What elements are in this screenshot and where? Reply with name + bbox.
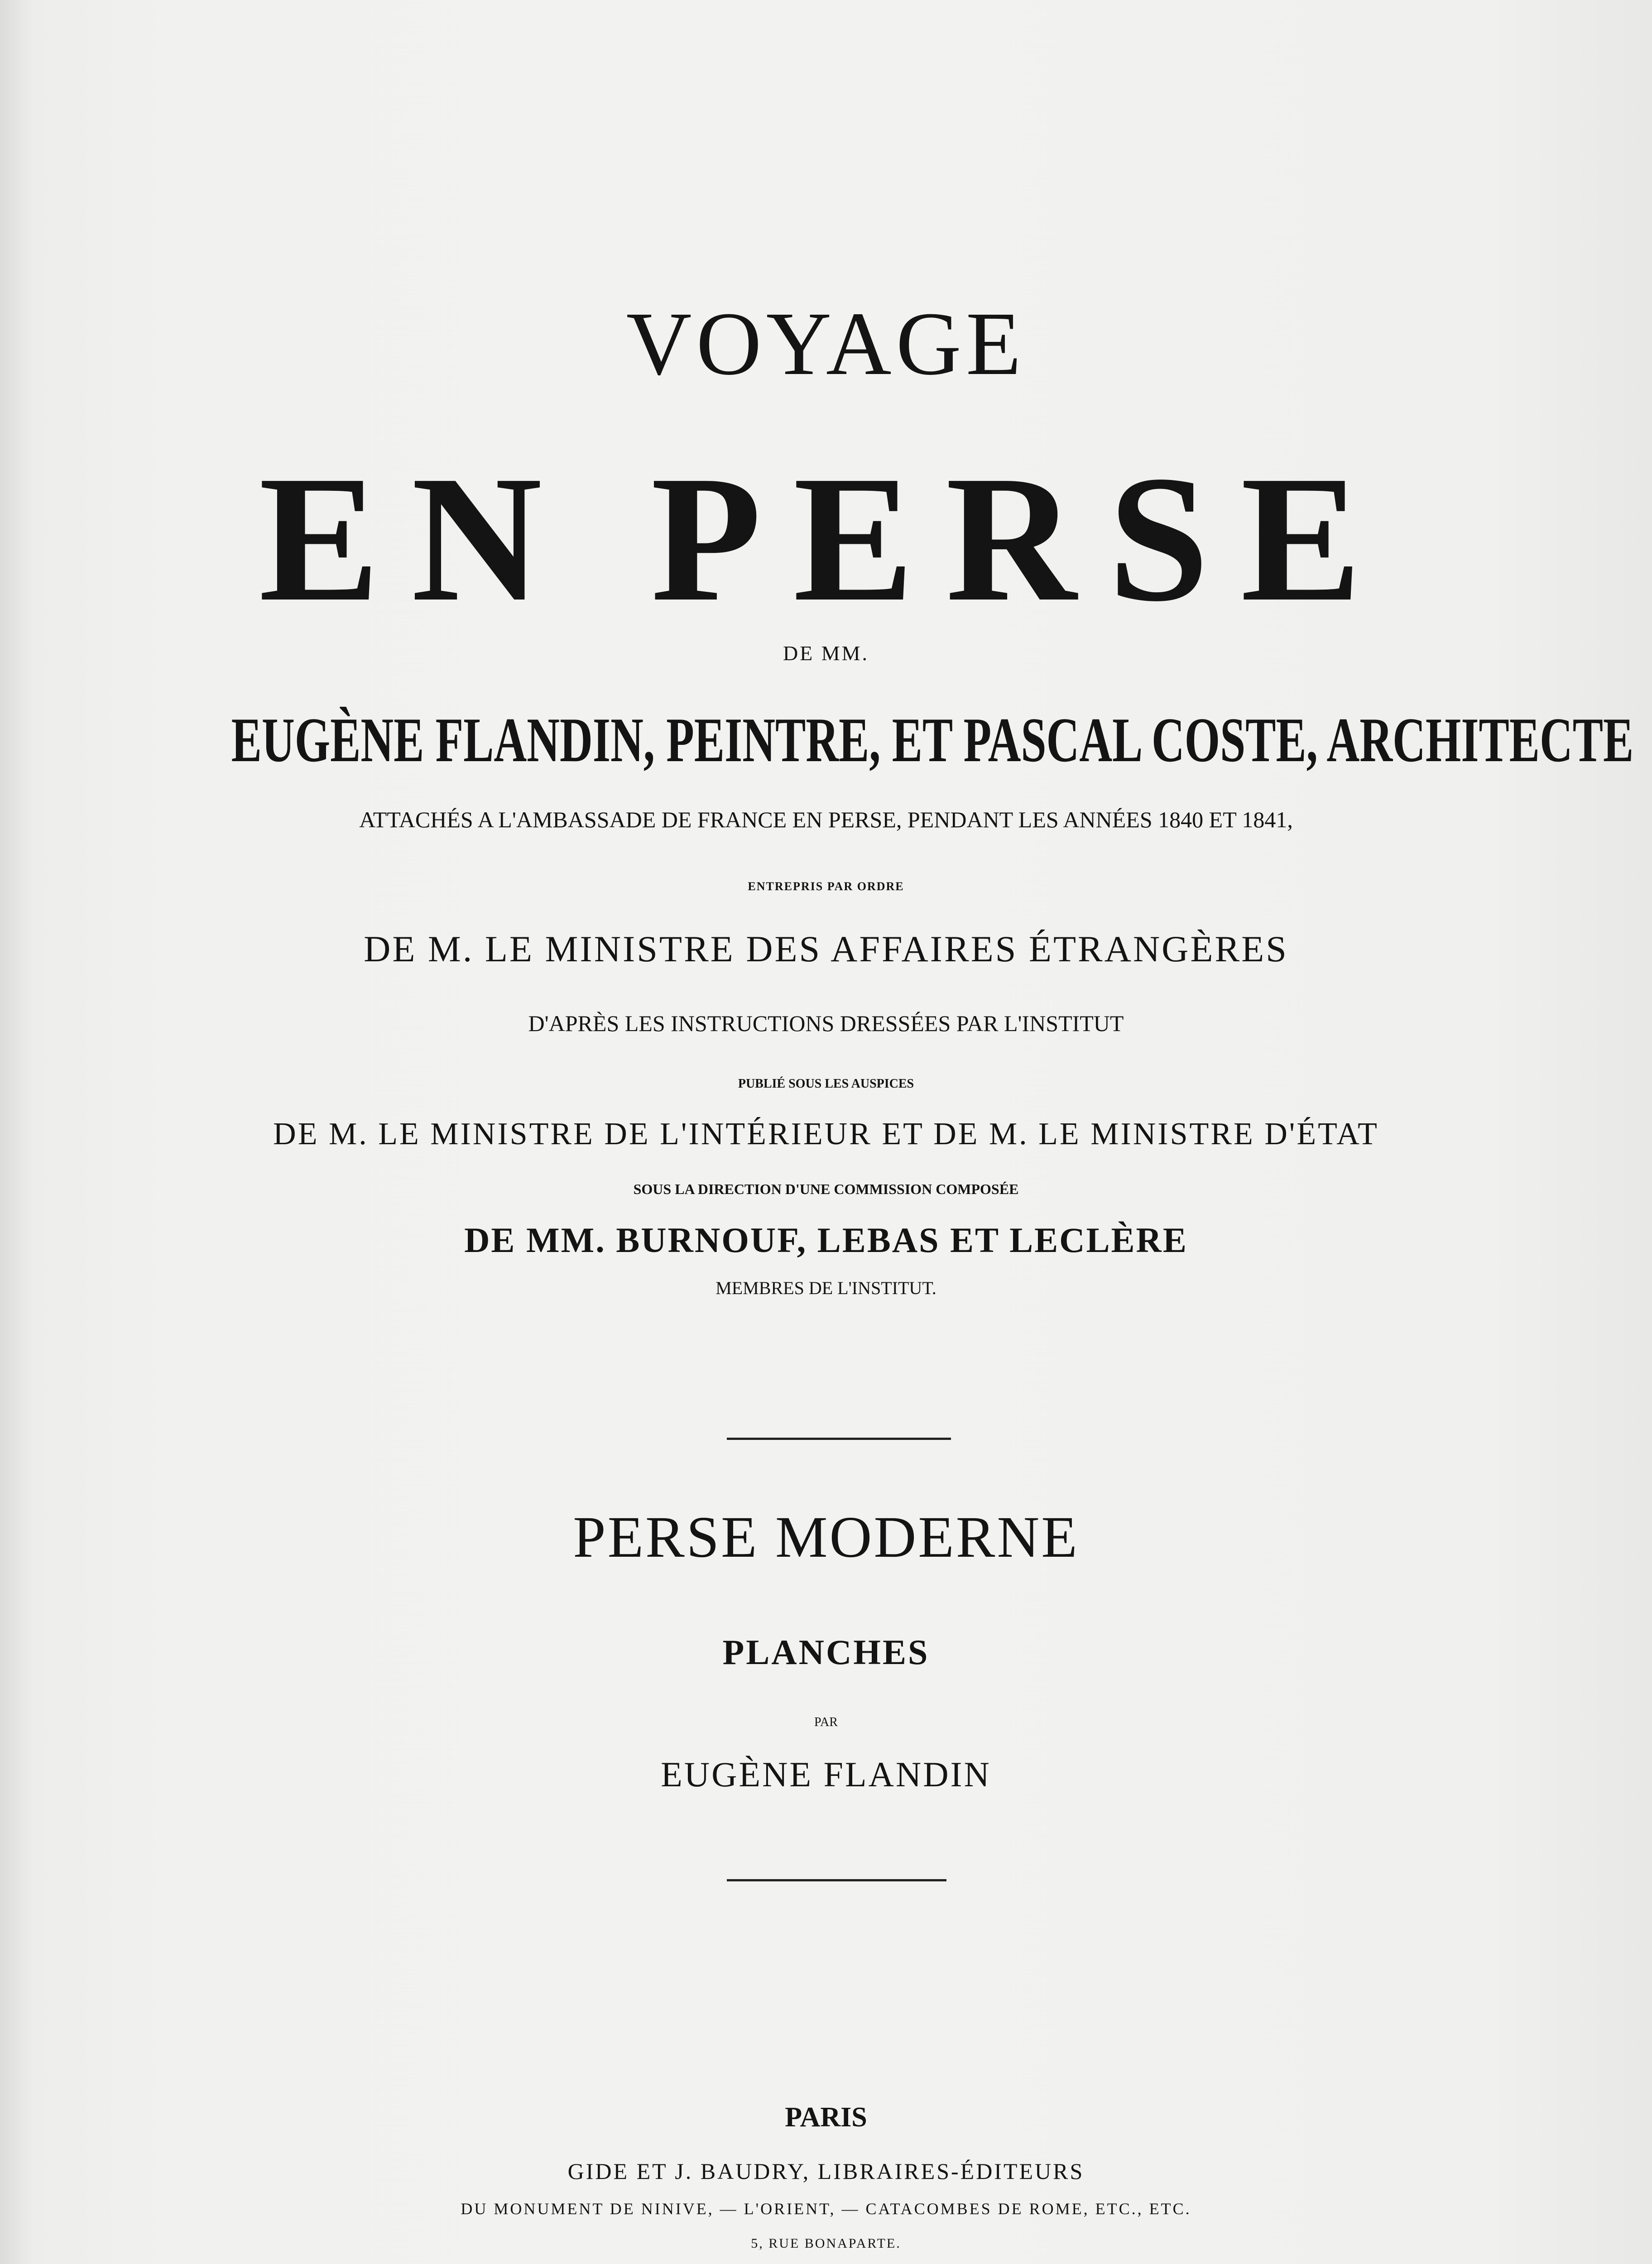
membres-line: MEMBRES DE L'INSTITUT. xyxy=(716,1278,936,1298)
imprint-works: DU MONUMENT DE NINIVE, — L'ORIENT, — CATACOMBES DE ROME, ETC., ETC. xyxy=(461,2200,1191,2218)
title-voyage: VOYAGE xyxy=(626,294,1026,394)
de-mm-line: DE MM. xyxy=(783,642,869,665)
entrepris-line: ENTREPRIS PAR ORDRE xyxy=(748,880,904,893)
imprint-publisher: GIDE ET J. BAUDRY, LIBRAIRES-ÉDITEURS xyxy=(567,2158,1085,2184)
imprint-city: PARIS xyxy=(785,2102,867,2133)
commission-line: DE MM. BURNOUF, LEBAS ET LECLÈRE xyxy=(464,1220,1188,1260)
divider-rule-top xyxy=(727,1438,951,1440)
planches-line: PLANCHES xyxy=(722,1632,930,1672)
ministre-interieur-line: DE M. LE MINISTRE DE L'INTÉRIEUR ET DE M. LE MINISTRE D'ÉTAT xyxy=(273,1117,1379,1151)
imprint-address: 5, RUE BONAPARTE. xyxy=(751,2236,901,2251)
attaches-line: ATTACHÉS A L'AMBASSADE DE FRANCE EN PERSE, PENDANT LES ANNÉES 1840 ET 1841, xyxy=(359,807,1293,832)
publie-line: PUBLIÉ SOUS LES AUSPICES xyxy=(738,1077,914,1091)
section-title: PERSE MODERNE xyxy=(573,1505,1079,1570)
illustrator-line: EUGÈNE FLANDIN xyxy=(661,1755,991,1794)
sous-direction-line: SOUS LA DIRECTION D'UNE COMMISSION COMPOSÉE xyxy=(633,1181,1019,1197)
title-en-perse: EN PERSE xyxy=(259,438,1393,639)
par-line: PAR xyxy=(814,1715,838,1729)
authors-line: EUGÈNE FLANDIN, PEINTRE, ET PASCAL COSTE, ARCHITECTE xyxy=(231,705,1634,775)
divider-rule-bottom xyxy=(727,1879,946,1881)
dapres-line: D'APRÈS LES INSTRUCTIONS DRESSÉES PAR L'INSTITUT xyxy=(528,1011,1124,1036)
ministre-affaires-line: DE M. LE MINISTRE DES AFFAIRES ÉTRANGÈRES xyxy=(364,928,1288,969)
